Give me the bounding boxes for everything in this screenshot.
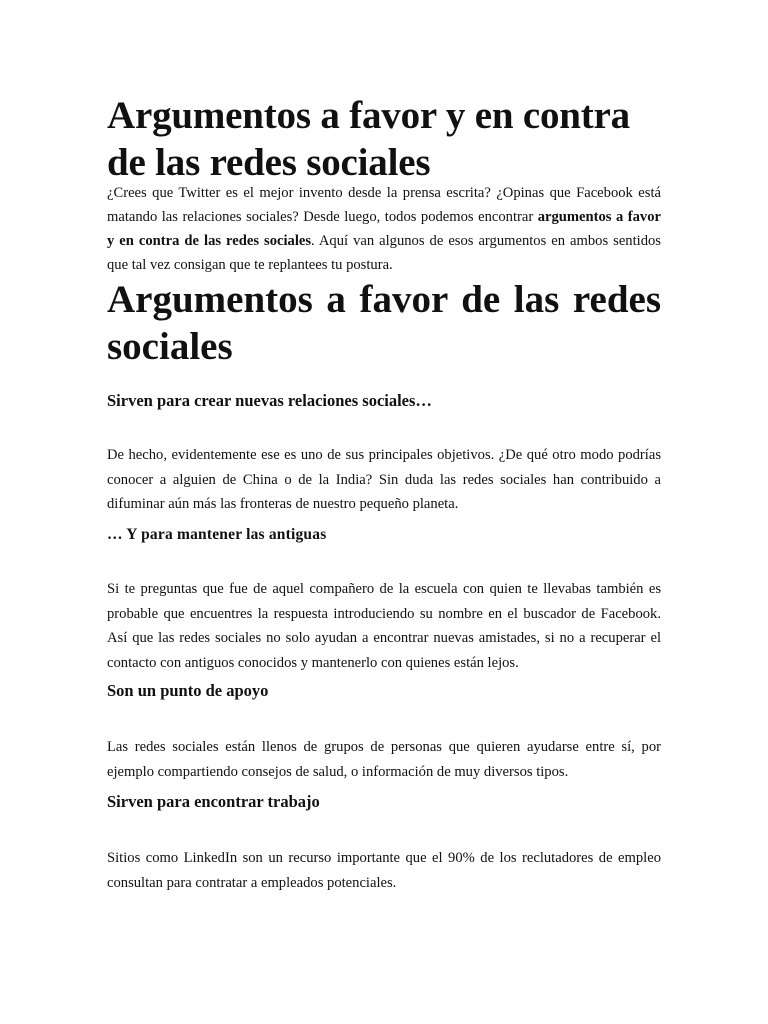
section-heading-favor: Argumentos a favor de las redes sociales <box>107 278 661 368</box>
paragraph-support: Las redes sociales están llenos de grupos de personas que quieren ayudarse entre sí, por ejemplo compartiendo consejos de salud, o información de muy diversos tipos. <box>107 739 661 780</box>
intro-text-start: ¿Crees que Twitter es el mejor invento desde la prensa escrita? ¿Opinas que Facebook está matando las relaciones sociales? Desde luego, todos podemos encontrar <box>107 185 661 225</box>
subheading-new-relations: Sirven para crear nuevas relaciones sociales… <box>107 391 432 410</box>
intro-paragraph <box>107 181 661 277</box>
subheading-support: Son un punto de apoyo <box>107 681 269 700</box>
paragraph-keep-old: Si te preguntas que fue de aquel compañero de la escuela con quien te llevabas también es probable que encuentres la respuesta introduciendo su nombre en el buscador de Facebook. Así que las redes sociales no solo ayudan a encontrar nuevas amistades, si no a recuperar el contacto con antiguos conocidos y mantenerlo con quienes están lejos. <box>107 581 661 671</box>
intro-bold-text: argumentos a favor y en contra de las redes sociales <box>107 209 661 249</box>
intro-text-end: . Aquí van algunos de esos argumentos en ambos sentidos que tal vez consigan que te replantees tu postura. <box>107 233 661 273</box>
paragraph-new-relations: De hecho, evidentemente ese es uno de sus principales objetivos. ¿De qué otro modo podrías conocer a alguien de China o de la India? Sin duda las redes sociales han contribuido a difuminar aún más las fronteras de nuestro pequeño planeta. <box>107 447 661 512</box>
subheading-find-work: Sirven para encontrar trabajo <box>107 792 320 811</box>
subheading-keep-old: … Y para mantener las antiguas <box>107 526 327 543</box>
paragraph-find-work: Sitios como LinkedIn son un recurso importante que el 90% de los reclutadores de empleo consultan para contratar a empleados potenciales. <box>107 850 661 891</box>
document-title: Argumentos a favor y en contra de las redes sociales <box>107 94 630 184</box>
